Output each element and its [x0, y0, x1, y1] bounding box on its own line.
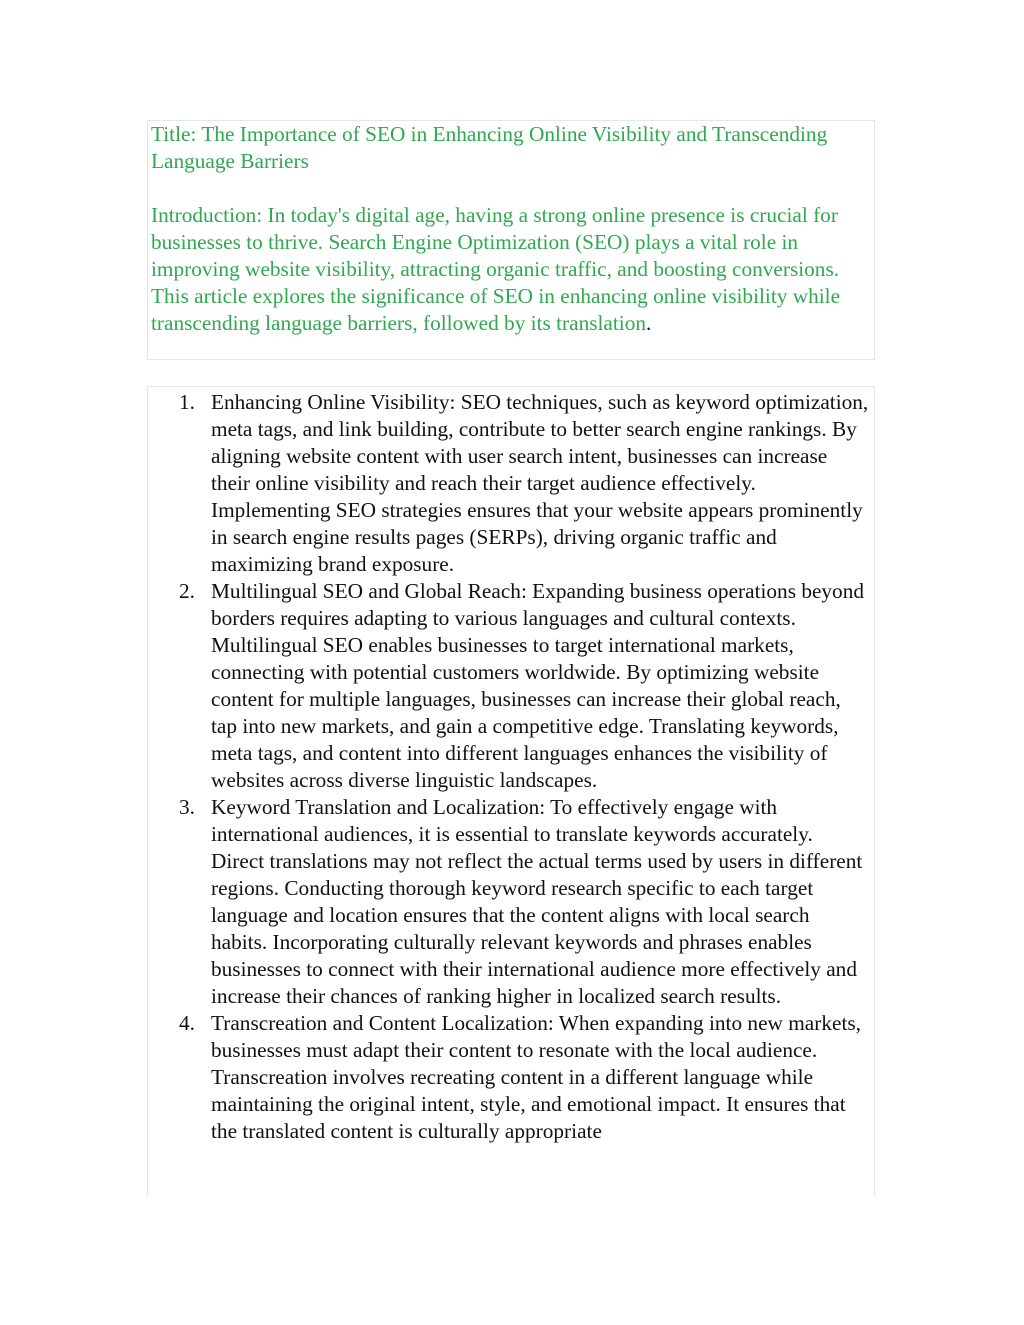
numbered-list-section [147, 386, 875, 1196]
list-item [148, 389, 874, 578]
list-item [148, 794, 874, 1010]
list-item-text: Enhancing Online Visibility: SEO techniques, such as keyword optimization, meta tags, and link building, contribute to better search engine rankings. By aligning website content with user search intent, businesses can increase their online visibility and reach their target audience effectively. Implementing SEO strategies ensures that your website appears prominently in search engine results pages (SERPs), driving organic traffic and maximizing brand exposure. [211, 390, 869, 576]
list-item-text: Keyword Translation and Localization: To effectively engage with international audiences, it is essential to translate keywords accurately. Direct translations may not reflect the actual terms used by users in different regions. Conducting thorough keyword research specific to each target language and location ensures that the content aligns with local search habits. Incorporating culturally relevant keywords and phrases enables businesses to connect with their international audience more effectively and increase their chances of ranking higher in localized search results. [211, 795, 863, 1008]
introduction-text: Introduction: In today's digital age, having a strong online presence is crucial for businesses to thrive. Search Engine Optimization (SEO) plays a vital role in improving website visibility, attracting organic traffic, and boosting conversions. This article explores the significance of SEO in enhancing online visibility while transcending language barriers, followed by its translation [151, 203, 841, 335]
list-item-number: 4. [179, 1011, 195, 1035]
intro-section [147, 120, 875, 360]
introduction-period: . [646, 311, 652, 335]
list-item-number: 1. [179, 390, 195, 414]
list-item [148, 1010, 874, 1145]
list-item-number: 2. [179, 579, 195, 603]
numbered-list [148, 389, 874, 1145]
list-item-number: 3. [179, 795, 195, 819]
article-title: Title: The Importance of SEO in Enhancing Online Visibility and Transcending Language Barriers [151, 122, 828, 173]
list-item-text: Transcreation and Content Localization: When expanding into new markets, businesses must adapt their content to resonate with the local audience. Transcreation involves recreating content in a different language while maintaining the original intent, style, and emotional impact. It ensures that the translated content is culturally appropriate [211, 1011, 861, 1143]
list-item [148, 578, 874, 794]
list-item-text: Multilingual SEO and Global Reach: Expanding business operations beyond borders requires adapting to various languages and cultural contexts. Multilingual SEO enables businesses to target international markets, connecting with potential customers worldwide. By optimizing website content for multiple languages, businesses can increase their global reach, tap into new markets, and gain a competitive edge. Translating keywords, meta tags, and content into different languages enhances the visibility of websites across diverse linguistic landscapes. [211, 579, 865, 792]
introduction-paragraph [151, 202, 874, 337]
